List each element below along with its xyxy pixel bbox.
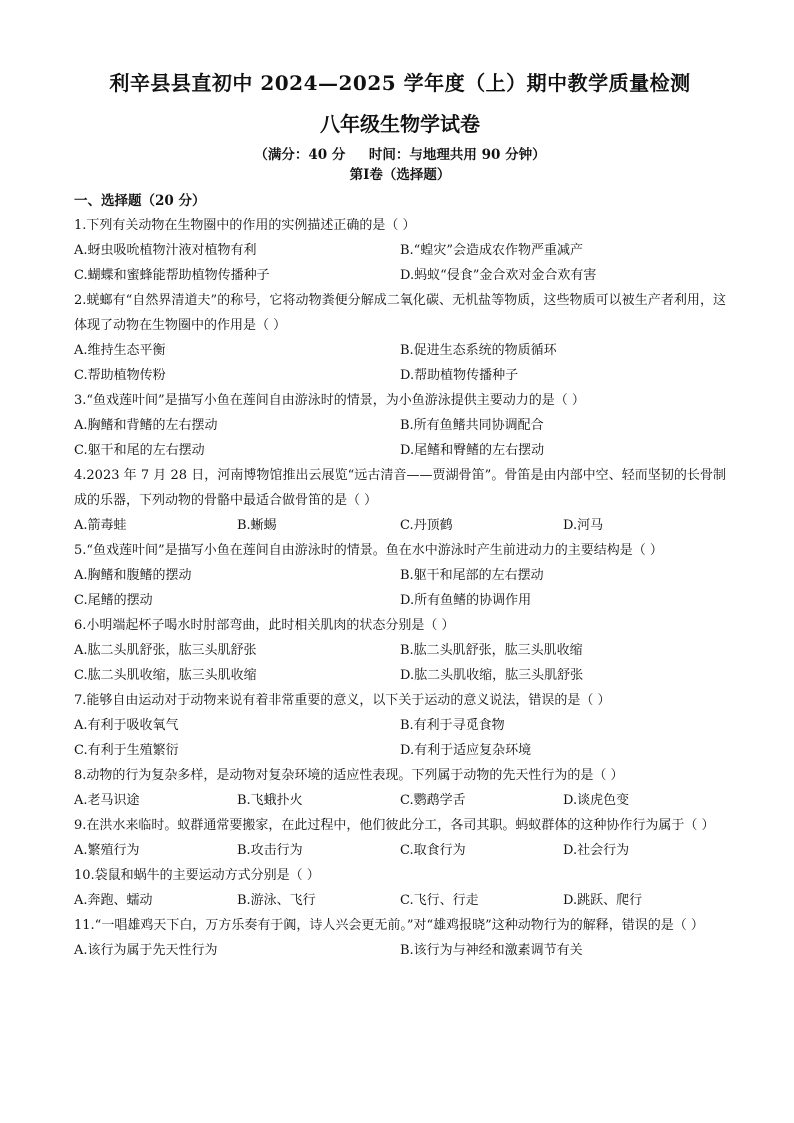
- question-stem: 1.下列有关动物在生物圈中的作用的实例描述正确的是（ ）: [74, 218, 416, 233]
- option-d: D.肱二头肌收缩，肱三头肌舒张: [400, 668, 584, 683]
- question-stem: 11.“一唱雄鸡天下白，万方乐奏有于阗，诗人兴会更无前。”对“雄鸡报晓”这种动物行为的解释，错误的是（ ）: [74, 918, 704, 933]
- question-6: [74, 613, 726, 688]
- option-c: C.飞行、行走: [400, 893, 479, 908]
- question-9: [74, 813, 726, 863]
- options-row: [74, 513, 726, 538]
- option-b: B.攻击行为: [237, 843, 303, 858]
- option-d: D.有利于适应复杂环境: [400, 743, 532, 758]
- options-row: [74, 338, 726, 363]
- option-b: B.有利于寻觅食物: [400, 718, 505, 733]
- options-row: [74, 713, 726, 738]
- option-a: A.繁殖行为: [74, 843, 140, 858]
- question-stem: 6.小明端起杯子喝水时肘部弯曲，此时相关肌肉的状态分别是（ ）: [74, 618, 455, 633]
- option-a: A.维持生态平衡: [74, 343, 166, 358]
- option-b: B.肱二头肌舒张，肱三头肌收缩: [400, 643, 583, 658]
- option-b: B.促进生态系统的物质循环: [400, 343, 557, 358]
- option-d: D.跳跃、爬行: [563, 893, 643, 908]
- question-stem: 3.“鱼戏莲叶间”是描写小鱼在莲间自由游泳时的情景，为小鱼游泳提供主要动力的是（ ）: [74, 393, 585, 408]
- options-row: [74, 413, 726, 438]
- exam-subtitle: 八年级生物学试卷: [320, 112, 480, 136]
- option-a: A.老马识途: [74, 793, 140, 808]
- options-row: [74, 588, 726, 613]
- option-a: A.胸鳍和背鳍的左右摆动: [74, 418, 218, 433]
- option-a: A.胸鳍和腹鳍的摆动: [74, 568, 192, 583]
- exam-meta: （满分：40 分 时间：与地理共用 90 分钟）: [254, 147, 546, 163]
- option-a: A.有利于吸收氧气: [74, 718, 179, 733]
- options-row: [74, 238, 726, 263]
- options-row: [74, 838, 726, 863]
- options-row: [74, 938, 726, 963]
- option-c: C.尾鳍的摆动: [74, 593, 153, 608]
- options-row: [74, 788, 726, 813]
- option-a: A.该行为属于先天性行为: [74, 943, 218, 958]
- option-c: C.蝴蝶和蜜蜂能帮助植物传播种子: [74, 268, 270, 283]
- exam-title: 利辛县县直初中 2024—2025 学年度（上）期中教学质量检测: [109, 71, 691, 95]
- question-7: [74, 688, 726, 763]
- option-b: B.“蝗灾”会造成农作物严重减产: [400, 243, 583, 258]
- question-5: [74, 538, 726, 613]
- question-3: [74, 388, 726, 463]
- option-c: C.帮助植物传粉: [74, 368, 166, 383]
- option-d: D.谈虎色变: [563, 793, 630, 808]
- option-c: C.取食行为: [400, 843, 466, 858]
- option-d: D.所有鱼鳍的协调作用: [400, 593, 532, 608]
- option-d: D.蚂蚁“侵食”金合欢对金合欢有害: [400, 268, 597, 283]
- options-row: [74, 738, 726, 763]
- option-b: B.该行为与神经和激素调节有关: [400, 943, 583, 958]
- question-1: [74, 213, 726, 288]
- option-d: D.尾鳍和臀鳍的左右摆动: [400, 443, 545, 458]
- question-4: [74, 463, 726, 538]
- question-stem: 10.袋鼠和蜗牛的主要运动方式分别是（ ）: [74, 868, 320, 883]
- option-c: C.丹顶鹤: [400, 518, 453, 533]
- options-row: [74, 563, 726, 588]
- question-stem: 7.能够自由运动对于动物来说有着非常重要的意义，以下关于运动的意义说法，错误的是（ ）: [74, 693, 611, 708]
- section-heading: 一、选择题（20 分）: [74, 193, 206, 209]
- option-c: C.躯干和尾的左右摆动: [74, 443, 205, 458]
- option-b: B.躯干和尾部的左右摆动: [400, 568, 544, 583]
- option-b: B.游泳、飞行: [237, 893, 316, 908]
- part-heading: 第Ⅰ卷（选择题）: [349, 167, 451, 183]
- option-c: C.肱二头肌收缩，肱三头肌收缩: [74, 668, 257, 683]
- question-10: [74, 863, 726, 913]
- question-8: [74, 763, 726, 813]
- option-c: C.有利于生殖繁衍: [74, 743, 179, 758]
- option-a: A.蚜虫吸吮植物汁液对植物有利: [74, 243, 257, 258]
- option-a: A.奔跑、蠕动: [74, 893, 153, 908]
- option-a: A.肱二头肌舒张，肱三头肌舒张: [74, 643, 257, 658]
- options-row: [74, 888, 726, 913]
- question-stem: 9.在洪水来临时。蚁群通常要搬家，在此过程中，他们彼此分工，各司其职。蚂蚁群体的这种协作行为属于（ ）: [74, 818, 715, 833]
- option-d: D.帮助植物传播种子: [400, 368, 519, 383]
- options-row: [74, 638, 726, 663]
- options-row: [74, 363, 726, 388]
- option-b: B.蜥蜴: [237, 518, 277, 533]
- question-stem: 4.2023 年 7 月 28 日，河南博物馆推出云展览“远古清音——贾湖骨笛”。骨笛是由内部中空、轻而坚韧的长骨制成的乐器，下列动物的骨骼中最适合做骨笛的是（ ）: [74, 468, 726, 508]
- option-b: B.所有鱼鳍共同协调配合: [400, 418, 544, 433]
- option-d: D.河马: [563, 518, 604, 533]
- options-row: [74, 263, 726, 288]
- options-row: [74, 663, 726, 688]
- options-row: [74, 438, 726, 463]
- question-11: [74, 913, 726, 963]
- option-b: B.飞蛾扑火: [237, 793, 303, 808]
- question-2: [74, 288, 726, 388]
- exam-page: [74, 66, 726, 963]
- question-stem: 2.蜣螂有“自然界清道夫”的称号，它将动物粪便分解成二氧化碳、无机盐等物质，这些物质可以被生产者利用，这体现了动物在生物圈中的作用是（ ）: [74, 293, 726, 333]
- question-stem: 5.“鱼戏莲叶间”是描写小鱼在莲间自由游泳时的情景。鱼在水中游泳时产生前进动力的主要结构是（ ）: [74, 543, 663, 558]
- option-d: D.社会行为: [563, 843, 630, 858]
- question-stem: 8.动物的行为复杂多样，是动物对复杂环境的适应性表现。下列属于动物的先天性行为的是（ ）: [74, 768, 624, 783]
- option-a: A.箭毒蛙: [74, 518, 127, 533]
- option-c: C.鹦鹉学舌: [400, 793, 466, 808]
